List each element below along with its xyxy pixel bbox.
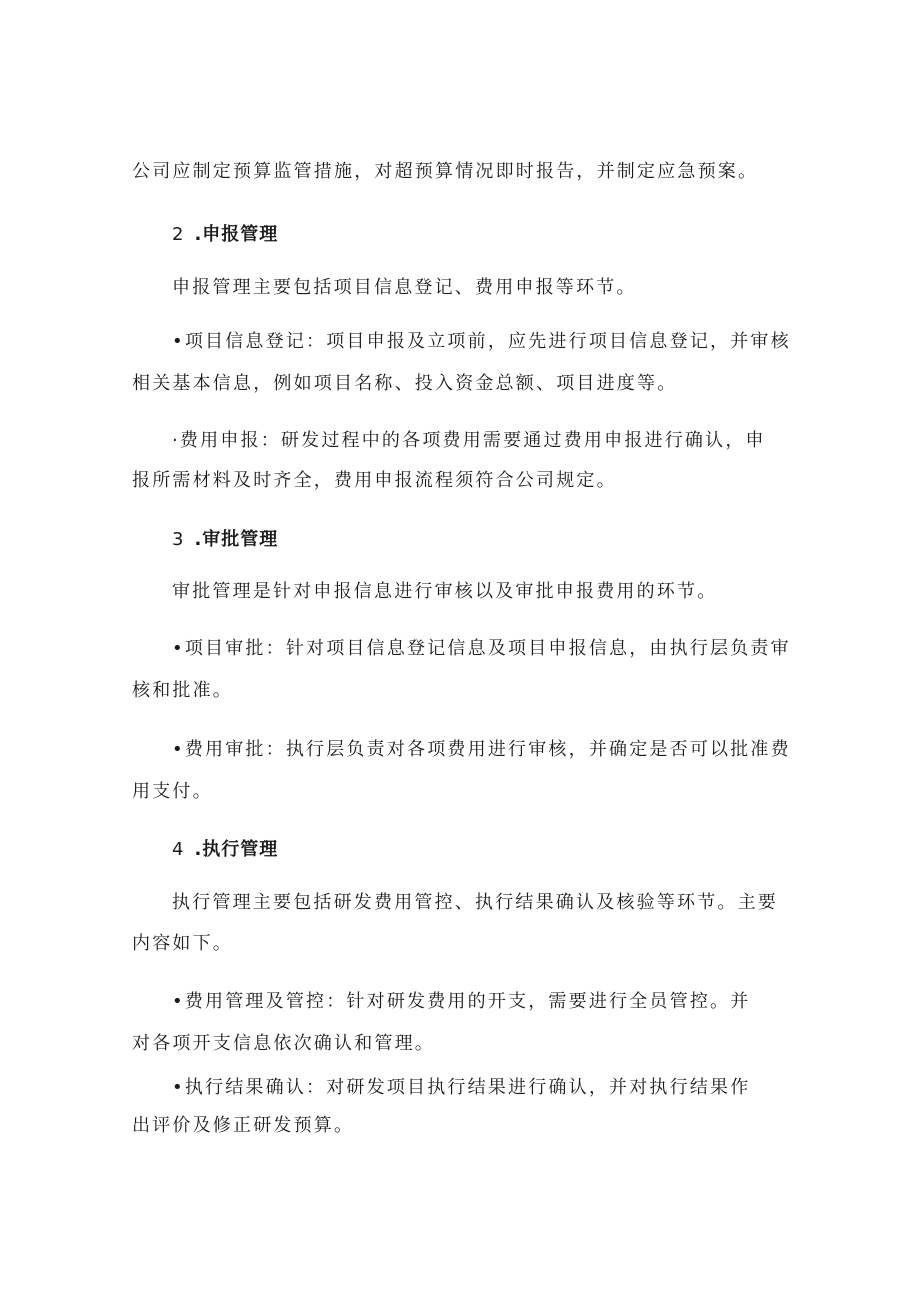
- section-title: .执行管理: [194, 839, 279, 860]
- section-3-item-2-line-2: 用支付。: [132, 781, 213, 802]
- section-number: 2: [172, 224, 185, 245]
- section-4-summary-line-2: 内容如下。: [132, 933, 233, 954]
- section-number: 3: [172, 529, 185, 550]
- intro-paragraph: 公司应制定预算监管措施，对超预算情况即时报告，并制定应急预案。: [132, 161, 759, 182]
- section-2-item-1-line-1: •项目信息登记：项目申报及立项前，应先进行项目信息登记，并审核: [172, 331, 791, 352]
- section-heading-4: [172, 839, 278, 861]
- section-title: .审批管理: [194, 529, 279, 550]
- section-2-item-1-line-2: 相关基本信息，例如项目名称、投入资金总额、项目进度等。: [132, 373, 678, 394]
- section-3-item-1-line-2: 核和批准。: [132, 680, 233, 701]
- section-4-summary-line-1: 执行管理主要包括研发费用管控、执行结果确认及核验等环节。主要: [172, 892, 778, 913]
- section-3-summary: 审批管理是针对申报信息进行审核以及审批申报费用的环节。: [172, 581, 718, 602]
- section-heading-3: [172, 529, 278, 551]
- section-3-item-1-line-1: •项目审批：针对项目信息登记信息及项目申报信息，由执行层负责审: [172, 638, 791, 659]
- section-heading-2: [172, 224, 278, 246]
- section-title: .申报管理: [194, 224, 279, 245]
- section-number: 4: [172, 839, 185, 860]
- section-3-item-2-line-1: •费用审批：执行层负责对各项费用进行审核，并确定是否可以批准费: [172, 739, 791, 760]
- section-4-item-1-line-2: 对各项开支信息依次确认和管理。: [132, 1033, 435, 1054]
- section-4-item-2-line-1: •执行结果确认：对研发项目执行结果进行确认，并对执行结果作: [172, 1077, 751, 1098]
- section-2-summary: 申报管理主要包括项目信息登记、费用申报等环节。: [172, 277, 637, 298]
- section-4-item-1-line-1: •费用管理及管控：针对研发费用的开支，需要进行全员管控。并: [172, 991, 751, 1012]
- section-4-item-2-line-2: 出评价及修正研发预算。: [132, 1115, 355, 1136]
- section-2-item-2-line-2: 报所需材料及时齐全，费用申报流程须符合公司规定。: [132, 470, 617, 491]
- section-2-item-2-line-1: ·费用申报：研发过程中的各项费用需要通过费用申报进行确认，申: [172, 430, 766, 451]
